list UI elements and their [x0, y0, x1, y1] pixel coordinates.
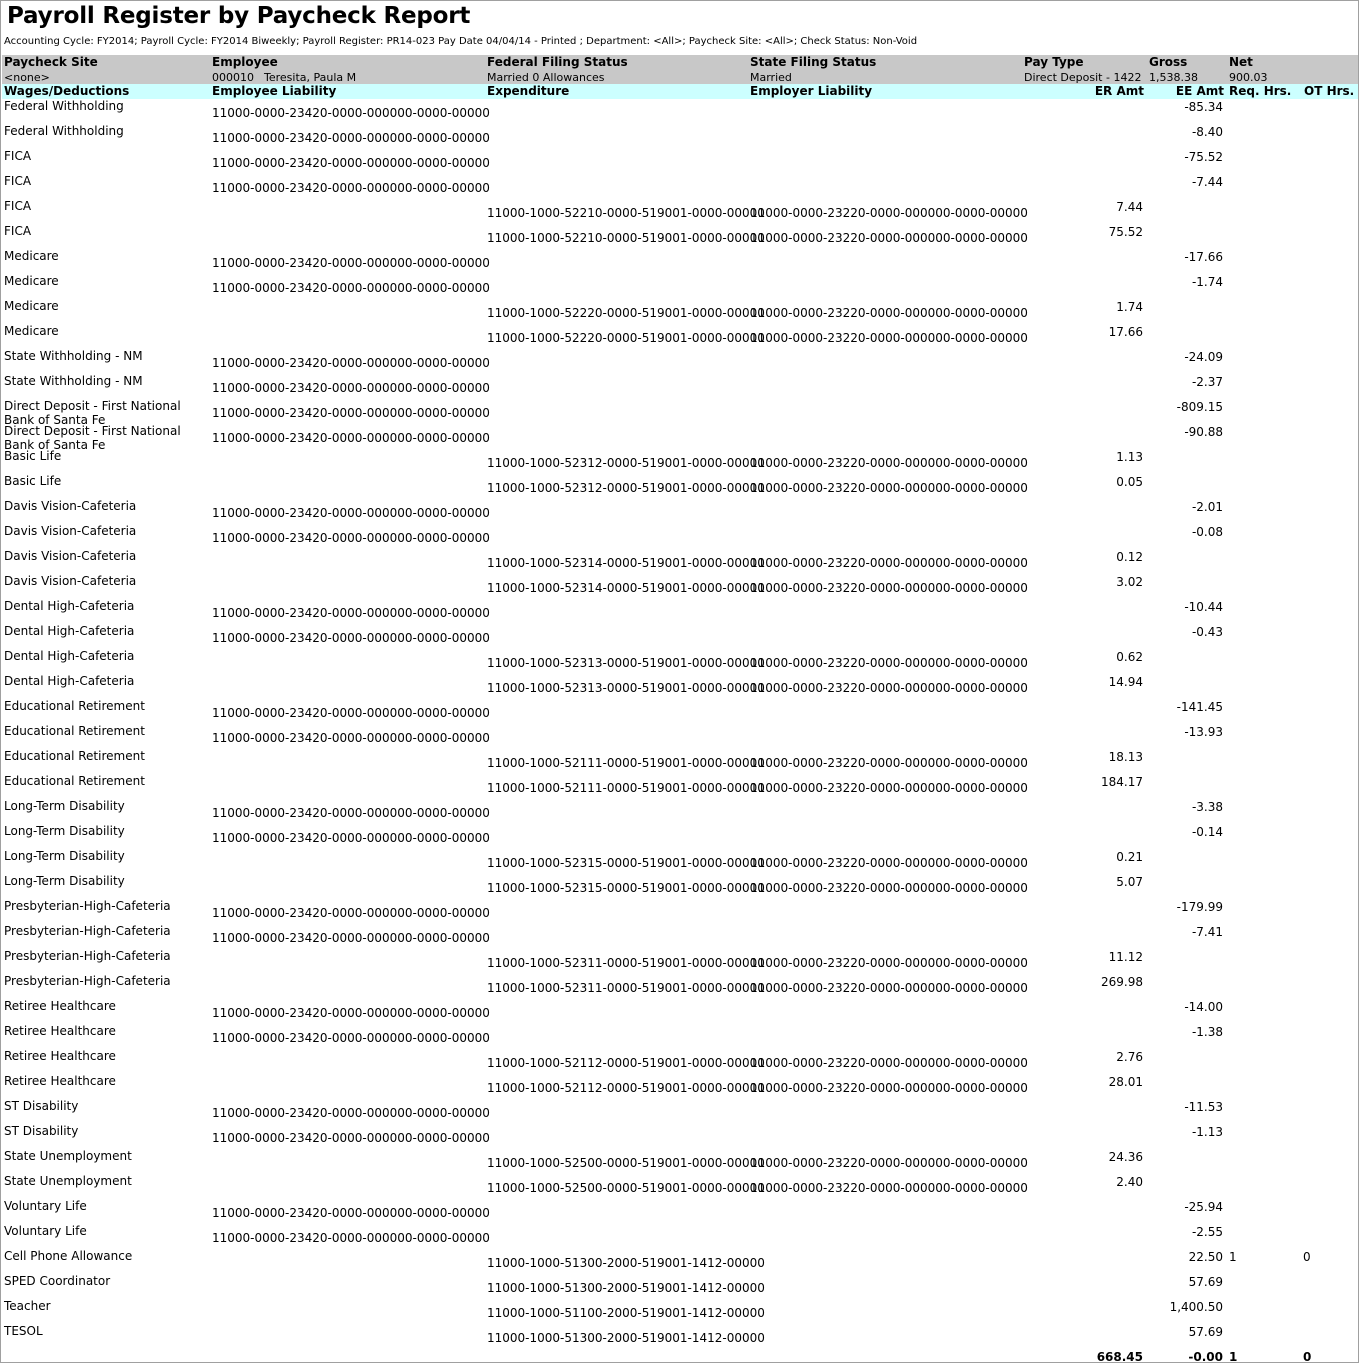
- table-row: [1, 949, 1358, 974]
- row-deduction: Retiree Healthcare: [4, 999, 116, 1013]
- row-deduction: Davis Vision-Cafeteria: [4, 499, 137, 513]
- table-row: [1, 974, 1358, 999]
- row-employer-liability: 11000-0000-23220-0000-000000-0000-00000: [750, 781, 1028, 795]
- table-row: [1, 799, 1358, 824]
- col-reg-hrs: Req. Hrs.: [1229, 84, 1292, 98]
- row-employee-liability: 11000-0000-23420-0000-000000-0000-00000: [212, 806, 490, 820]
- row-er-amt: 0.21: [1116, 850, 1143, 864]
- row-employee-liability: 11000-0000-23420-0000-000000-0000-00000: [212, 156, 490, 170]
- row-deduction: Presbyterian-High-Cafeteria: [4, 949, 171, 963]
- table-row: [1, 724, 1358, 749]
- row-er-amt: 269.98: [1101, 975, 1143, 989]
- row-deduction: Educational Retirement: [4, 724, 145, 738]
- table-row: [1, 174, 1358, 199]
- row-employee-liability: 11000-0000-23420-0000-000000-0000-00000: [212, 906, 490, 920]
- row-deduction: Medicare: [4, 299, 59, 313]
- col-expenditure: Expenditure: [487, 84, 570, 98]
- row-employee-liability: 11000-0000-23420-0000-000000-0000-00000: [212, 1106, 490, 1120]
- row-er-amt: 184.17: [1101, 775, 1143, 789]
- row-employer-liability: 11000-0000-23220-0000-000000-0000-00000: [750, 956, 1028, 970]
- row-expenditure: 11000-1000-51100-2000-519001-1412-00000: [487, 1306, 765, 1320]
- total-ee-amt: -0.00: [1188, 1350, 1223, 1364]
- row-expenditure: 11000-1000-52220-0000-519001-0000-00000: [487, 331, 765, 345]
- row-ee-amt: -141.45: [1176, 700, 1223, 714]
- row-ee-amt: -2.55: [1191, 1225, 1223, 1239]
- row-deduction: Retiree Healthcare: [4, 1024, 116, 1038]
- row-employee-liability: 11000-0000-23420-0000-000000-0000-00000: [212, 1131, 490, 1145]
- row-employee-liability: 11000-0000-23420-0000-000000-0000-00000: [212, 431, 490, 445]
- row-expenditure: 11000-1000-52210-0000-519001-0000-00000: [487, 206, 765, 220]
- row-ee-amt: -24.09: [1184, 350, 1223, 364]
- row-er-amt: 18.13: [1108, 750, 1143, 764]
- col-employer-liability: Employer Liability: [750, 84, 873, 98]
- row-deduction: State Unemployment: [4, 1174, 132, 1188]
- table-row: [1, 649, 1358, 674]
- report-parameters: Accounting Cycle: FY2014; Payroll Cycle: FY2014 Biweekly; Payroll Register: PR14-023 Pay Date 04/04/14 - Printed ; Department: <All>; Paycheck Site: <All>; Check Status: Non-Void: [4, 36, 918, 47]
- table-row: [1, 99, 1358, 124]
- table-row: [1, 624, 1358, 649]
- row-ee-amt: -3.38: [1191, 800, 1223, 814]
- employee-id: 000010: [212, 71, 254, 84]
- row-ee-amt: -14.00: [1184, 1000, 1223, 1014]
- row-expenditure: 11000-1000-52313-0000-519001-0000-00000: [487, 681, 765, 695]
- row-deduction: Voluntary Life: [4, 1224, 87, 1238]
- row-deduction: ST Disability: [4, 1124, 79, 1138]
- employee-name: Teresita, Paula M: [264, 71, 357, 84]
- pay-type-label: Pay Type: [1024, 55, 1084, 69]
- row-er-amt: 3.02: [1116, 575, 1143, 589]
- row-ot-hrs: 0: [1303, 1250, 1311, 1264]
- net-value: 900.03: [1229, 71, 1268, 84]
- table-row: [1, 149, 1358, 174]
- col-ot-hrs: OT Hrs.: [1304, 84, 1355, 98]
- row-expenditure: 11000-1000-52315-0000-519001-0000-00000: [487, 856, 765, 870]
- row-reg-hrs: 1: [1229, 1250, 1237, 1264]
- row-ee-amt: -1.74: [1191, 275, 1223, 289]
- row-expenditure: 11000-1000-52314-0000-519001-0000-00000: [487, 556, 765, 570]
- row-expenditure: 11000-1000-51300-2000-519001-1412-00000: [487, 1256, 765, 1270]
- row-deduction: FICA: [4, 174, 32, 188]
- row-expenditure: 11000-1000-52112-0000-519001-0000-00000: [487, 1056, 765, 1070]
- row-ee-amt: -0.14: [1191, 825, 1223, 839]
- row-employee-liability: 11000-0000-23420-0000-000000-0000-00000: [212, 181, 490, 195]
- table-row: [1, 774, 1358, 799]
- table-row: [1, 1274, 1358, 1299]
- row-expenditure: 11000-1000-52500-0000-519001-0000-00000: [487, 1181, 765, 1195]
- row-expenditure: 11000-1000-52500-0000-519001-0000-00000: [487, 1156, 765, 1170]
- row-employee-liability: 11000-0000-23420-0000-000000-0000-00000: [212, 831, 490, 845]
- row-deduction: State Withholding - NM: [4, 374, 143, 388]
- table-row: [1, 274, 1358, 299]
- row-employee-liability: 11000-0000-23420-0000-000000-0000-00000: [212, 631, 490, 645]
- row-employee-liability: 11000-0000-23420-0000-000000-0000-00000: [212, 931, 490, 945]
- row-employee-liability: 11000-0000-23420-0000-000000-0000-00000: [212, 606, 490, 620]
- row-expenditure: 11000-1000-52111-0000-519001-0000-00000: [487, 756, 765, 770]
- row-ee-amt: -2.01: [1191, 500, 1223, 514]
- row-deduction: Federal Withholding: [4, 124, 124, 138]
- row-deduction: FICA: [4, 149, 32, 163]
- totals-row: [1, 1350, 1358, 1364]
- row-deduction: Educational Retirement: [4, 699, 145, 713]
- row-employee-liability: 11000-0000-23420-0000-000000-0000-00000: [212, 731, 490, 745]
- table-row: [1, 849, 1358, 874]
- table-row: [1, 1149, 1358, 1174]
- row-er-amt: 0.12: [1116, 550, 1143, 564]
- row-deduction: Voluntary Life: [4, 1199, 87, 1213]
- row-er-amt: 0.05: [1116, 475, 1143, 489]
- row-employer-liability: 11000-0000-23220-0000-000000-0000-00000: [750, 656, 1028, 670]
- row-deduction: ST Disability: [4, 1099, 79, 1113]
- col-wages-deductions: Wages/Deductions: [4, 84, 130, 98]
- row-ee-amt: 57.69: [1188, 1325, 1223, 1339]
- table-row: [1, 199, 1358, 224]
- row-employer-liability: 11000-0000-23220-0000-000000-0000-00000: [750, 306, 1028, 320]
- table-row: [1, 1024, 1358, 1049]
- row-deduction: Medicare: [4, 324, 59, 338]
- row-employer-liability: 11000-0000-23220-0000-000000-0000-00000: [750, 981, 1028, 995]
- table-row: [1, 124, 1358, 149]
- row-deduction: Basic Life: [4, 474, 62, 488]
- report-title: Payroll Register by Paycheck Report: [7, 3, 471, 29]
- row-deduction: Direct Deposit - First National Bank of Santa Fe: [4, 424, 181, 452]
- row-deduction: Presbyterian-High-Cafeteria: [4, 974, 171, 988]
- table-row: [1, 749, 1358, 774]
- row-deduction: Cell Phone Allowance: [4, 1249, 133, 1263]
- row-ee-amt: -0.43: [1191, 625, 1223, 639]
- table-row: [1, 574, 1358, 599]
- table-row: [1, 824, 1358, 849]
- table-row: [1, 449, 1358, 474]
- state-filing-label: State Filing Status: [750, 55, 877, 69]
- row-deduction: Dental High-Cafeteria: [4, 624, 135, 638]
- table-row: [1, 249, 1358, 274]
- row-ee-amt: -11.53: [1184, 1100, 1223, 1114]
- row-ee-amt: 22.50: [1188, 1250, 1223, 1264]
- row-employer-liability: 11000-0000-23220-0000-000000-0000-00000: [750, 231, 1028, 245]
- row-deduction: Direct Deposit - First National Bank of Santa Fe: [4, 399, 181, 427]
- row-employee-liability: 11000-0000-23420-0000-000000-0000-00000: [212, 506, 490, 520]
- row-er-amt: 7.44: [1116, 200, 1143, 214]
- row-er-amt: 14.94: [1108, 675, 1143, 689]
- row-employer-liability: 11000-0000-23220-0000-000000-0000-00000: [750, 1081, 1028, 1095]
- row-employee-liability: 11000-0000-23420-0000-000000-0000-00000: [212, 381, 490, 395]
- row-employer-liability: 11000-0000-23220-0000-000000-0000-00000: [750, 481, 1028, 495]
- row-expenditure: 11000-1000-52314-0000-519001-0000-00000: [487, 581, 765, 595]
- row-er-amt: 2.76: [1116, 1050, 1143, 1064]
- row-expenditure: 11000-1000-52315-0000-519001-0000-00000: [487, 881, 765, 895]
- row-employer-liability: 11000-0000-23220-0000-000000-0000-00000: [750, 1156, 1028, 1170]
- row-employee-liability: 11000-0000-23420-0000-000000-0000-00000: [212, 356, 490, 370]
- table-row: [1, 999, 1358, 1024]
- row-employee-liability: 11000-0000-23420-0000-000000-0000-00000: [212, 131, 490, 145]
- row-employer-liability: 11000-0000-23220-0000-000000-0000-00000: [750, 581, 1028, 595]
- paycheck-site-label: Paycheck Site: [4, 55, 98, 69]
- row-er-amt: 1.74: [1116, 300, 1143, 314]
- row-employer-liability: 11000-0000-23220-0000-000000-0000-00000: [750, 556, 1028, 570]
- row-deduction: State Withholding - NM: [4, 349, 143, 363]
- table-row: [1, 1249, 1358, 1274]
- row-expenditure: 11000-1000-52313-0000-519001-0000-00000: [487, 656, 765, 670]
- row-er-amt: 28.01: [1108, 1075, 1143, 1089]
- row-employee-liability: 11000-0000-23420-0000-000000-0000-00000: [212, 1006, 490, 1020]
- row-employer-liability: 11000-0000-23220-0000-000000-0000-00000: [750, 881, 1028, 895]
- col-er-amt: ER Amt: [1094, 84, 1144, 98]
- row-ee-amt: 1,400.50: [1169, 1300, 1223, 1314]
- row-deduction: Dental High-Cafeteria: [4, 649, 135, 663]
- row-deduction: FICA: [4, 199, 32, 213]
- row-employee-liability: 11000-0000-23420-0000-000000-0000-00000: [212, 531, 490, 545]
- row-ee-amt: -7.44: [1191, 175, 1223, 189]
- row-deduction: Medicare: [4, 274, 59, 288]
- row-expenditure: 11000-1000-51300-2000-519001-1412-00000: [487, 1281, 765, 1295]
- row-ee-amt: -85.34: [1184, 100, 1223, 114]
- row-er-amt: 24.36: [1108, 1150, 1143, 1164]
- table-row: [1, 599, 1358, 624]
- table-row: [1, 324, 1358, 349]
- row-ee-amt: 57.69: [1188, 1275, 1223, 1289]
- col-ee-amt: EE Amt: [1175, 84, 1224, 98]
- row-ee-amt: -8.40: [1191, 125, 1223, 139]
- row-deduction: FICA: [4, 224, 32, 238]
- row-employee-liability: 11000-0000-23420-0000-000000-0000-00000: [212, 706, 490, 720]
- row-employer-liability: 11000-0000-23220-0000-000000-0000-00000: [750, 1181, 1028, 1195]
- row-expenditure: 11000-1000-52312-0000-519001-0000-00000: [487, 481, 765, 495]
- row-deduction: Long-Term Disability: [4, 799, 125, 813]
- row-ee-amt: -0.08: [1191, 525, 1223, 539]
- table-row: [1, 349, 1358, 374]
- row-expenditure: 11000-1000-52311-0000-519001-0000-00000: [487, 956, 765, 970]
- row-deduction: State Unemployment: [4, 1149, 132, 1163]
- total-reg-hrs: 1: [1229, 1350, 1238, 1364]
- row-deduction: SPED Coordinator: [4, 1274, 111, 1288]
- row-employee-liability: 11000-0000-23420-0000-000000-0000-00000: [212, 106, 490, 120]
- row-deduction: TESOL: [4, 1324, 43, 1338]
- table-row: [1, 1324, 1358, 1349]
- table-row: [1, 424, 1358, 452]
- row-expenditure: 11000-1000-52311-0000-519001-0000-00000: [487, 981, 765, 995]
- row-employer-liability: 11000-0000-23220-0000-000000-0000-00000: [750, 456, 1028, 470]
- row-ee-amt: -1.38: [1191, 1025, 1223, 1039]
- row-ee-amt: -90.88: [1184, 425, 1223, 439]
- row-ee-amt: -13.93: [1184, 725, 1223, 739]
- table-row: [1, 549, 1358, 574]
- total-er-amt: 668.45: [1096, 1350, 1143, 1364]
- table-row: [1, 1099, 1358, 1124]
- row-deduction: Retiree Healthcare: [4, 1049, 116, 1063]
- row-er-amt: 75.52: [1108, 225, 1143, 239]
- row-employer-liability: 11000-0000-23220-0000-000000-0000-00000: [750, 756, 1028, 770]
- row-er-amt: 2.40: [1116, 1175, 1143, 1189]
- row-deduction: Dental High-Cafeteria: [4, 599, 135, 613]
- table-row: [1, 374, 1358, 399]
- table-row: [1, 1299, 1358, 1324]
- deductions-table: [1, 99, 1358, 1349]
- federal-filing-value: Married 0 Allowances: [487, 71, 605, 84]
- row-ee-amt: -179.99: [1176, 900, 1223, 914]
- row-er-amt: 5.07: [1116, 875, 1143, 889]
- row-ee-amt: -10.44: [1184, 600, 1223, 614]
- row-deduction: Educational Retirement: [4, 749, 145, 763]
- row-deduction: Federal Withholding: [4, 99, 124, 113]
- row-deduction: Dental High-Cafeteria: [4, 674, 135, 688]
- row-ee-amt: -75.52: [1184, 150, 1223, 164]
- row-er-amt: 11.12: [1108, 950, 1143, 964]
- row-er-amt: 0.62: [1116, 650, 1143, 664]
- row-er-amt: 17.66: [1108, 325, 1143, 339]
- table-row: [1, 474, 1358, 499]
- row-employee-liability: 11000-0000-23420-0000-000000-0000-00000: [212, 1206, 490, 1220]
- row-expenditure: 11000-1000-52111-0000-519001-0000-00000: [487, 781, 765, 795]
- row-employer-liability: 11000-0000-23220-0000-000000-0000-00000: [750, 206, 1028, 220]
- row-ee-amt: -2.37: [1191, 375, 1223, 389]
- gross-label: Gross: [1149, 55, 1188, 69]
- row-ee-amt: -1.13: [1191, 1125, 1223, 1139]
- table-row: [1, 1199, 1358, 1224]
- row-deduction: Long-Term Disability: [4, 849, 125, 863]
- table-row: [1, 874, 1358, 899]
- row-employee-liability: 11000-0000-23420-0000-000000-0000-00000: [212, 256, 490, 270]
- table-row: [1, 1174, 1358, 1199]
- row-expenditure: 11000-1000-52210-0000-519001-0000-00000: [487, 231, 765, 245]
- row-deduction: Presbyterian-High-Cafeteria: [4, 899, 171, 913]
- table-row: [1, 499, 1358, 524]
- row-deduction: Retiree Healthcare: [4, 1074, 116, 1088]
- row-deduction: Long-Term Disability: [4, 824, 125, 838]
- pay-type-value: Direct Deposit - 1422: [1024, 71, 1142, 84]
- col-employee-liability: Employee Liability: [212, 84, 337, 98]
- state-filing-value: Married: [750, 71, 792, 84]
- row-er-amt: 1.13: [1116, 450, 1143, 464]
- table-row: [1, 674, 1358, 699]
- table-row: [1, 524, 1358, 549]
- row-expenditure: 11000-1000-52312-0000-519001-0000-00000: [487, 456, 765, 470]
- paycheck-site-value: <none>: [4, 71, 50, 84]
- column-header-band: [2, 84, 1358, 99]
- row-deduction: Medicare: [4, 249, 59, 263]
- row-employee-liability: 11000-0000-23420-0000-000000-0000-00000: [212, 1231, 490, 1245]
- federal-filing-label: Federal Filing Status: [487, 55, 628, 69]
- row-employee-liability: 11000-0000-23420-0000-000000-0000-00000: [212, 1031, 490, 1045]
- table-row: [1, 1224, 1358, 1249]
- row-ee-amt: -25.94: [1184, 1200, 1223, 1214]
- row-employee-liability: 11000-0000-23420-0000-000000-0000-00000: [212, 281, 490, 295]
- row-employer-liability: 11000-0000-23220-0000-000000-0000-00000: [750, 331, 1028, 345]
- row-employee-liability: 11000-0000-23420-0000-000000-0000-00000: [212, 406, 490, 420]
- table-row: [1, 399, 1358, 427]
- table-row: [1, 924, 1358, 949]
- row-deduction: Teacher: [4, 1299, 51, 1313]
- gross-value: 1,538.38: [1149, 71, 1198, 84]
- table-row: [1, 899, 1358, 924]
- row-expenditure: 11000-1000-51300-2000-519001-1412-00000: [487, 1331, 765, 1345]
- row-expenditure: 11000-1000-52112-0000-519001-0000-00000: [487, 1081, 765, 1095]
- table-row: [1, 224, 1358, 249]
- total-ot-hrs: 0: [1303, 1350, 1312, 1364]
- row-employer-liability: 11000-0000-23220-0000-000000-0000-00000: [750, 1056, 1028, 1070]
- row-deduction: Educational Retirement: [4, 774, 145, 788]
- row-expenditure: 11000-1000-52220-0000-519001-0000-00000: [487, 306, 765, 320]
- row-deduction: Presbyterian-High-Cafeteria: [4, 924, 171, 938]
- row-deduction: Davis Vision-Cafeteria: [4, 524, 137, 538]
- table-row: [1, 699, 1358, 724]
- table-row: [1, 1049, 1358, 1074]
- row-deduction: Davis Vision-Cafeteria: [4, 549, 137, 563]
- table-row: [1, 299, 1358, 324]
- row-deduction: Basic Life: [4, 449, 62, 463]
- row-ee-amt: -17.66: [1184, 250, 1223, 264]
- row-deduction: Davis Vision-Cafeteria: [4, 574, 137, 588]
- paycheck-header-band: [2, 55, 1358, 84]
- row-ee-amt: -7.41: [1191, 925, 1223, 939]
- net-label: Net: [1229, 55, 1253, 69]
- row-deduction: Long-Term Disability: [4, 874, 125, 888]
- table-row: [1, 1124, 1358, 1149]
- row-employer-liability: 11000-0000-23220-0000-000000-0000-00000: [750, 856, 1028, 870]
- row-ee-amt: -809.15: [1176, 400, 1223, 414]
- employee-label: Employee: [212, 55, 278, 69]
- row-employer-liability: 11000-0000-23220-0000-000000-0000-00000: [750, 681, 1028, 695]
- table-row: [1, 1074, 1358, 1099]
